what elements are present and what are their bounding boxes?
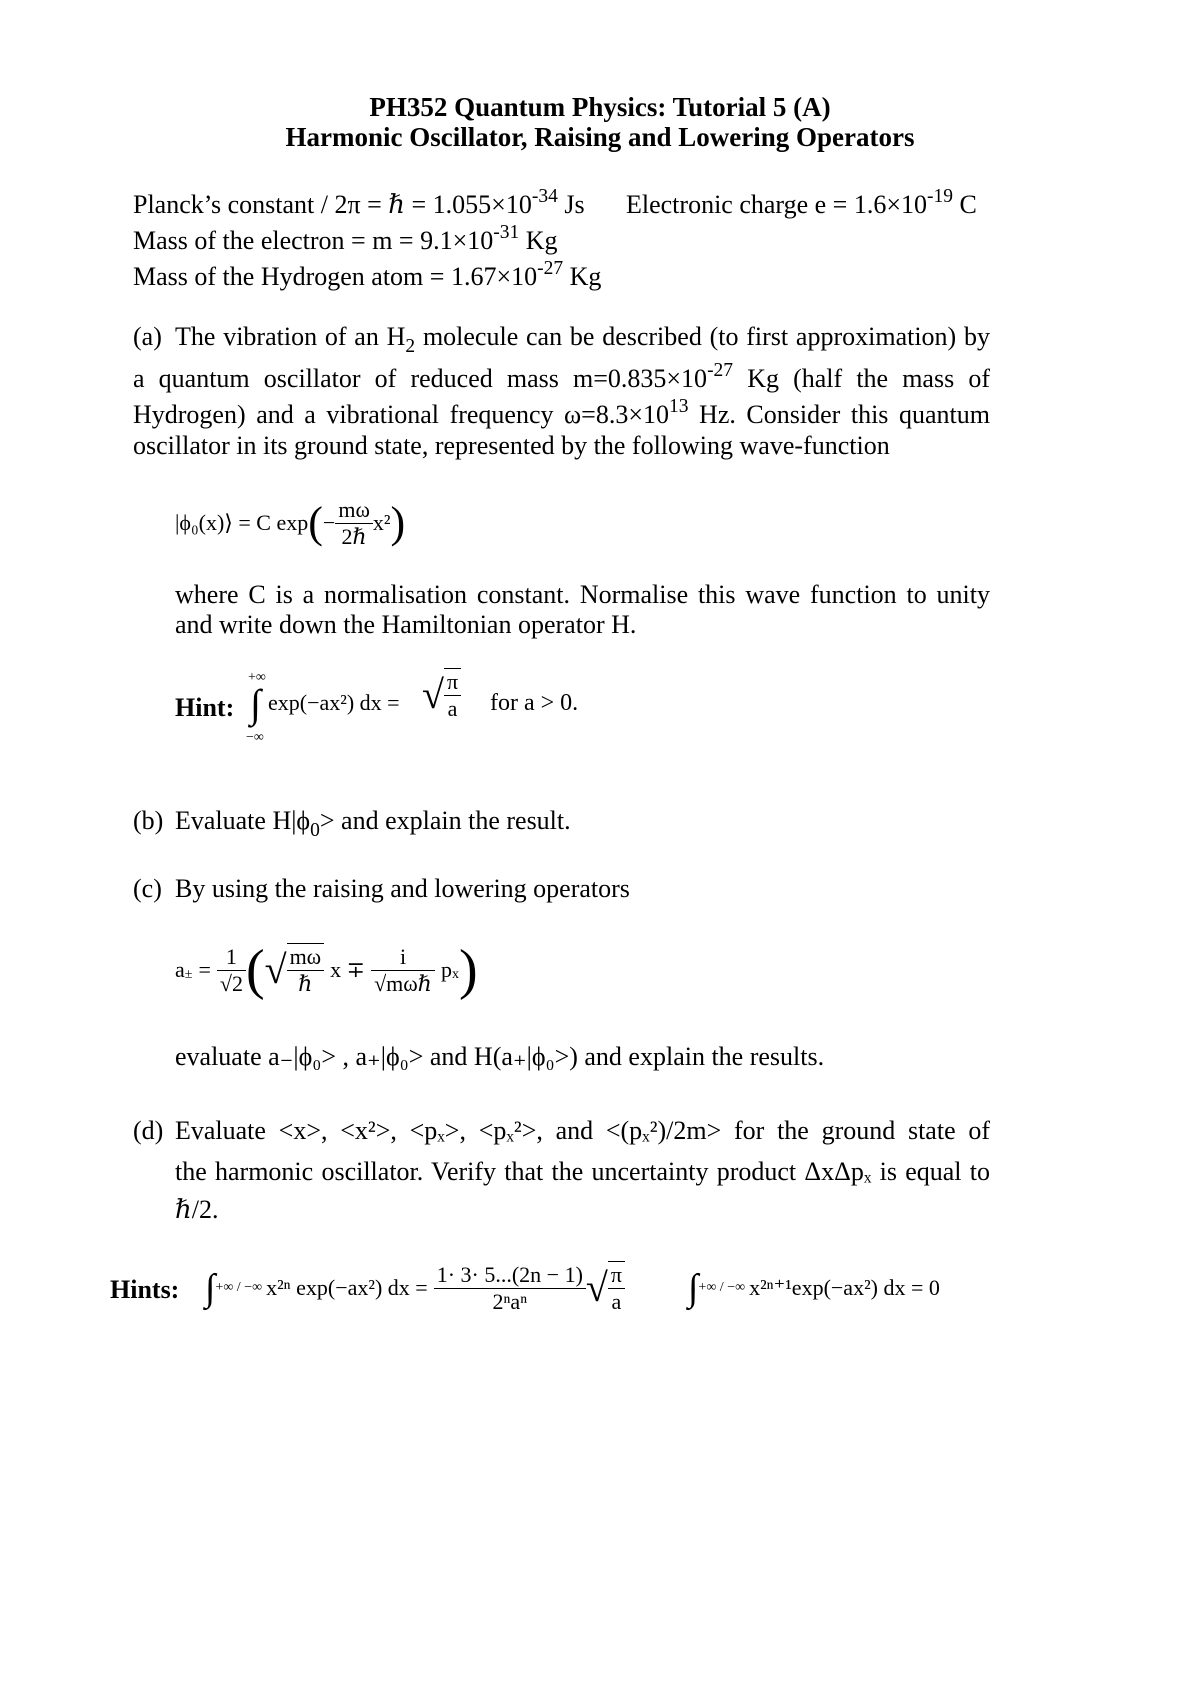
hint-condition: for a > 0. — [490, 690, 579, 716]
sqrt-icon: √ — [422, 672, 444, 717]
part-a-line3: Hydrogen) and a vibrational frequency $\omega=8.3\times 10^{13}$ Hz. Consider this quantum — [133, 396, 990, 429]
constant-electron-mass — [133, 222, 558, 256]
part-d-label: (d) — [133, 1116, 164, 1145]
part-c-evaluate: evaluate a₋|ϕ₀> , a₊|ϕ₀> and H(a₊|ϕ₀>) and explain the results. — [175, 1042, 825, 1071]
electron-text: Mass of the electron = m = 9.1×10 — [133, 226, 494, 255]
charge-text: Electronic charge e = 1.6×10 — [626, 190, 928, 219]
hint-even-limits: +∞ / −∞ — [215, 1280, 263, 1295]
hint-even-integral — [205, 1252, 625, 1324]
hydrogen-unit: Kg — [563, 262, 602, 291]
part-c-label: (c) — [133, 874, 162, 903]
page-subtitle: Harmonic Oscillator, Raising and Lowering Operators — [285, 122, 915, 152]
hint-odd-integral — [688, 1252, 940, 1324]
sqrt-icon: √ — [264, 947, 287, 992]
right-paren-icon: ) — [390, 498, 406, 547]
hints-label: Hints: — [110, 1275, 180, 1304]
part-c-text: By using the raising and lowering operators — [175, 874, 630, 903]
integral-icon: ∫ — [688, 1267, 699, 1309]
part-b-text: Evaluate $H|\phi_0>$ and explain the result. — [175, 806, 571, 841]
constant-hydrogen-mass — [133, 258, 602, 292]
hydrogen-exponent: -27 — [537, 258, 564, 280]
charge-exponent: -19 — [927, 186, 954, 208]
part-d-line3: ℏ/2. — [175, 1195, 219, 1224]
part-a-label: (a) — [133, 322, 162, 351]
part-a-line1: The vibration of an $H_2$ molecule can be described (to first approximation) by — [175, 322, 991, 357]
wavefunction-denominator: 2ℏ — [341, 523, 367, 549]
operator-momentum: p — [440, 957, 452, 982]
charge-unit: C — [953, 190, 977, 219]
constant-charge — [626, 186, 977, 220]
hydrogen-text: Mass of the Hydrogen atom = 1.67×10 — [133, 262, 538, 291]
operator-lhs: a — [175, 957, 185, 982]
left-paren-icon: ( — [308, 498, 323, 547]
part-a-line5: where C is a normalisation constant. Normalise this wave function to unity — [175, 580, 990, 609]
hint-even-root: $\frac{\pi}{a}$ — [608, 1261, 625, 1315]
hint-even-integrand: x²ⁿ exp(−ax²) dx = — [266, 1275, 428, 1300]
hint-odd-limits: +∞ / −∞ — [698, 1280, 746, 1295]
planck-text: Planck’s constant / 2π = ℏ = 1.055×10 — [133, 190, 532, 219]
part-a-line2: a quantum oscillator of reduced mass $m=0.835\times 10^{-27}$ Kg (half the mass of — [133, 360, 991, 393]
hint-integrand: exp(−ax²) dx = — [268, 690, 400, 715]
hint-label: Hint: — [175, 693, 235, 722]
left-paren-icon: ( — [245, 939, 265, 1001]
hint-upper-limit: +∞ — [248, 670, 266, 685]
hint-sqrt — [422, 668, 461, 722]
planck-exponent: -34 — [531, 186, 558, 208]
hint-odd-integrand: x²ⁿ⁺¹exp(−ax²) dx = 0 — [749, 1275, 940, 1300]
electron-exponent: -31 — [493, 222, 520, 244]
wavefunction-tail: x² — [372, 510, 391, 535]
operator-middle: x ∓ — [330, 957, 366, 982]
operator-second-fraction: $\frac{i}{\text{√mωℏ}}$ — [371, 944, 435, 997]
page-title: PH352 Quantum Physics: Tutorial 5 (A) — [369, 92, 831, 122]
operator-equation: a $_\pm$ = $\frac{1}{√2}$ ( √ $\frac{m\omega}{\text{ℏ}}$ x ∓ $\frac{i}{\text{√mωℏ}}$ p $_x$ ) — [175, 939, 478, 1001]
wavefunction-fraction — [335, 497, 373, 550]
wavefunction-lhs: |ϕ₀(x)⟩ = C exp — [175, 510, 309, 535]
operator-coefficient: $\frac{1}{√2}$ — [217, 944, 246, 997]
integral-icon: ∫ — [250, 681, 261, 726]
part-d-line1: Evaluate <x>, <x²>, <pₓ>, <pₓ²>, and <(pₓ²)/2m> for the ground state of — [175, 1116, 990, 1145]
hint-lower-limit: −∞ — [246, 730, 264, 745]
part-a-line4: oscillator in its ground state, represented by the following wave-function — [133, 431, 890, 460]
integral-icon: ∫ — [205, 1267, 216, 1309]
electron-unit: Kg — [519, 226, 558, 255]
part-b-label: (b) — [133, 806, 164, 835]
operator-root-fraction: $\frac{m\omega}{\text{ℏ}}$ — [287, 943, 325, 997]
hint-even-fraction: $\frac{1\cdot 3\cdot 5...(2n - 1)}{\text{2ⁿaⁿ}}$ — [434, 1262, 586, 1315]
wavefunction-equation: |ϕ₀(x)⟩ = C exp ( − $\frac{m\omega}{\text{2ℏ}}$ x² ) — [175, 496, 406, 549]
right-paren-icon: ) — [458, 939, 478, 1001]
planck-unit: Js — [557, 190, 585, 219]
constant-planck — [133, 186, 585, 220]
part-d-line2: the harmonic oscillator. Verify that the uncertainty product ΔxΔpₓ is equal to — [175, 1157, 990, 1186]
wavefunction-numerator: mω — [335, 497, 373, 524]
hint-sqrt-denominator: a — [447, 696, 458, 721]
part-a-line6: and write down the Hamiltonian operator H. — [175, 610, 637, 639]
hint-sqrt-numerator: π — [444, 669, 461, 696]
sqrt-icon: √ — [585, 1265, 608, 1310]
